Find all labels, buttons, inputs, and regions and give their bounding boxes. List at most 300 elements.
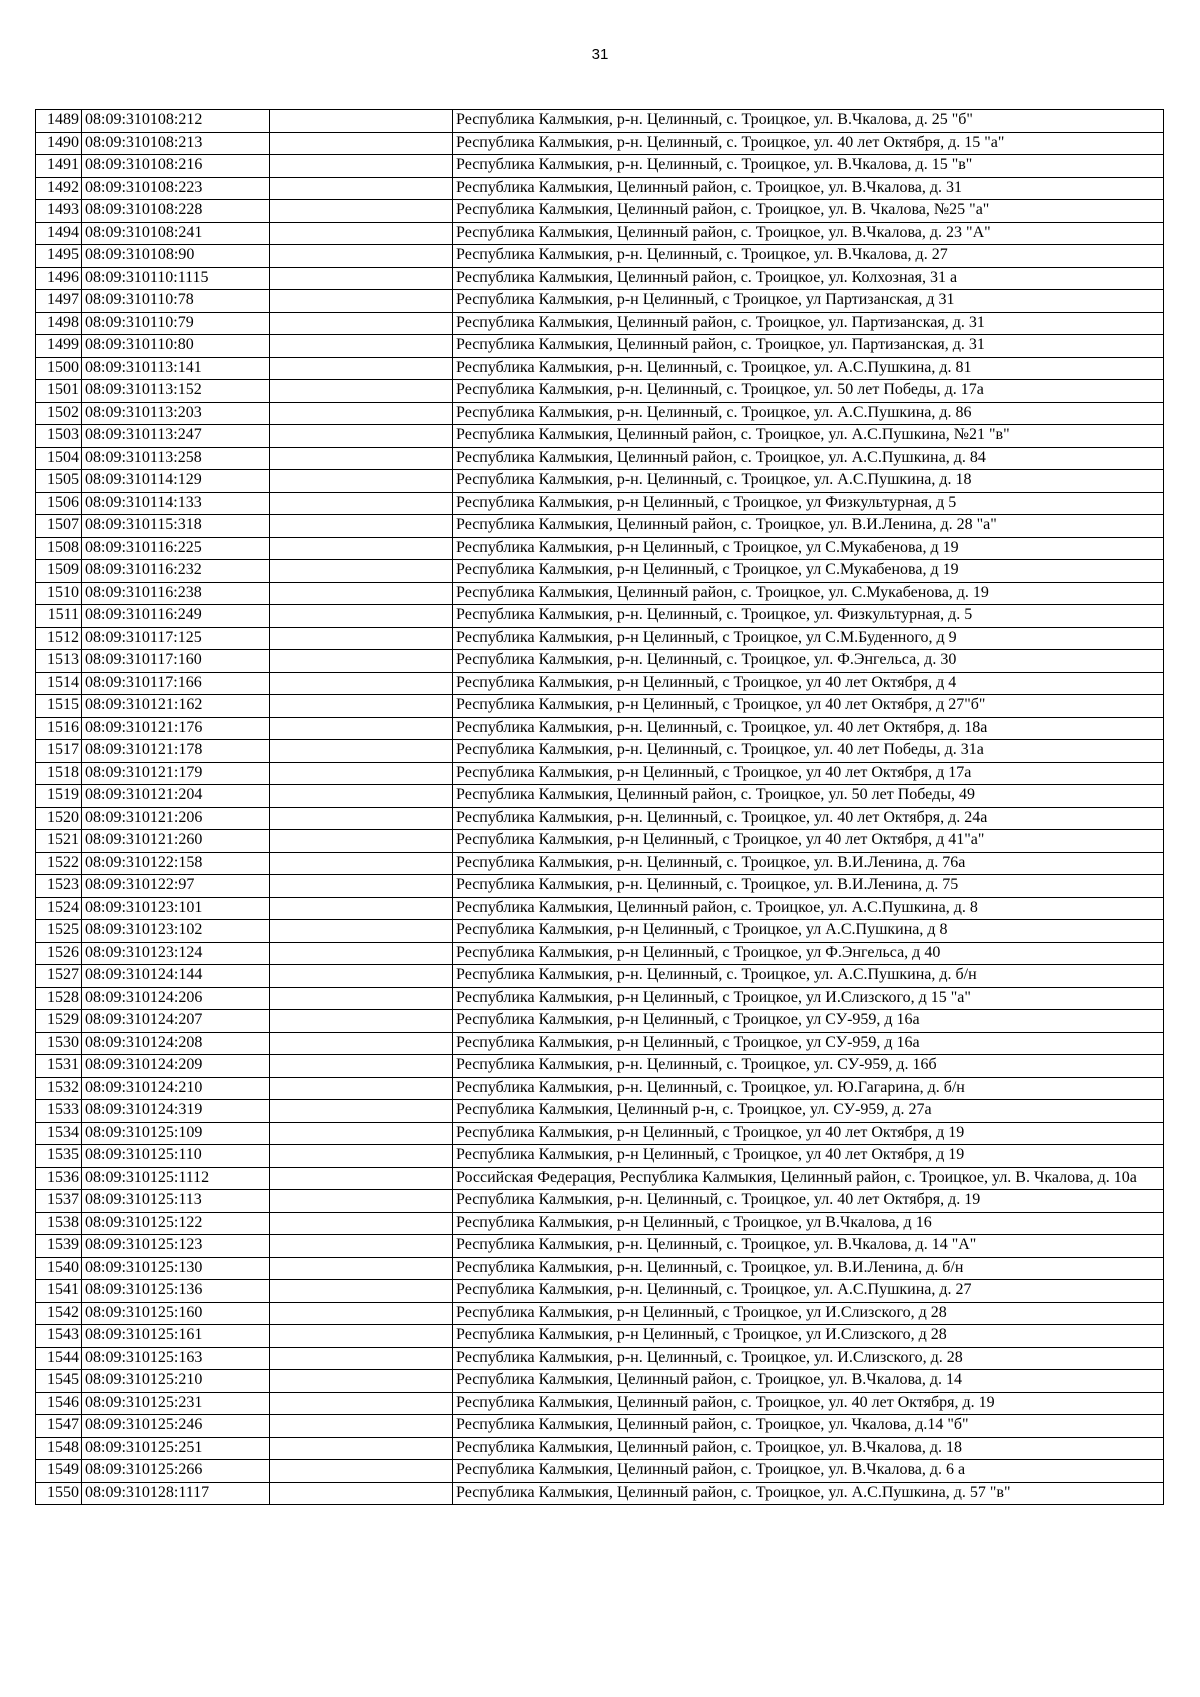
row-number-cell: 1520	[36, 807, 82, 830]
cadastral-number-cell: 08:09:310110:78	[82, 290, 270, 313]
registry-table-body	[36, 110, 1164, 1505]
empty-cell	[270, 1302, 453, 1325]
empty-cell	[270, 852, 453, 875]
table-row	[36, 177, 1164, 200]
row-number-cell: 1516	[36, 717, 82, 740]
table-row	[36, 1460, 1164, 1483]
empty-cell	[270, 1280, 453, 1303]
address-cell: Республика Калмыкия, Целинный район, с. Троицкое, ул. Чкалова, д.14 "б"	[453, 1415, 1164, 1438]
row-number-cell: 1526	[36, 942, 82, 965]
address-cell: Республика Калмыкия, Целинный район, с. Троицкое, ул. В.Чкалова, д. 18	[453, 1437, 1164, 1460]
empty-cell	[270, 1460, 453, 1483]
page-number: 31	[591, 46, 609, 63]
table-row	[36, 1010, 1164, 1033]
row-number-cell: 1518	[36, 762, 82, 785]
cadastral-number-cell: 08:09:310125:123	[82, 1235, 270, 1258]
address-cell: Республика Калмыкия, Целинный район, с. Троицкое, ул. В.Чкалова, д. 23 "А"	[453, 222, 1164, 245]
empty-cell	[270, 1325, 453, 1348]
address-cell: Республика Калмыкия, р-н Целинный, с Троицкое, ул 40 лет Октября, д 41"а"	[453, 830, 1164, 853]
cadastral-number-cell: 08:09:310115:318	[82, 515, 270, 538]
cadastral-number-cell: 08:09:310121:260	[82, 830, 270, 853]
row-number-cell: 1525	[36, 920, 82, 943]
address-cell: Республика Калмыкия, р-н. Целинный, с. Троицкое, ул. В.И.Ленина, д. 75	[453, 875, 1164, 898]
address-cell: Республика Калмыкия, р-н. Целинный, с. Троицкое, ул. В.И.Ленина, д. 76а	[453, 852, 1164, 875]
address-cell: Республика Калмыкия, Целинный р-н, с. Троицкое, ул. СУ-959, д. 27а	[453, 1100, 1164, 1123]
cadastral-number-cell: 08:09:310108:90	[82, 245, 270, 268]
address-cell: Республика Калмыкия, р-н. Целинный, с. Троицкое, ул. СУ-959, д. 16б	[453, 1055, 1164, 1078]
row-number-cell: 1508	[36, 537, 82, 560]
table-row	[36, 1280, 1164, 1303]
address-cell: Республика Калмыкия, р-н Целинный, с Троицкое, ул И.Слизского, д 15 "а"	[453, 987, 1164, 1010]
address-cell: Республика Калмыкия, р-н. Целинный, с. Троицкое, ул. А.С.Пушкина, д. 18	[453, 470, 1164, 493]
table-row	[36, 335, 1164, 358]
table-row	[36, 875, 1164, 898]
row-number-cell: 1527	[36, 965, 82, 988]
cadastral-number-cell: 08:09:310121:206	[82, 807, 270, 830]
address-cell: Республика Калмыкия, Целинный район, с. Троицкое, ул. А.С.Пушкина, №21 "в"	[453, 425, 1164, 448]
empty-cell	[270, 132, 453, 155]
empty-cell	[270, 875, 453, 898]
address-cell: Республика Калмыкия, р-н Целинный, с Троицкое, ул И.Слизского, д 28	[453, 1302, 1164, 1325]
empty-cell	[270, 402, 453, 425]
cadastral-number-cell: 08:09:310117:125	[82, 627, 270, 650]
address-cell: Республика Калмыкия, Целинный район, с. Троицкое, ул. С.Мукабенова, д. 19	[453, 582, 1164, 605]
row-number-cell: 1539	[36, 1235, 82, 1258]
address-cell: Республика Калмыкия, р-н. Целинный, с. Троицкое, ул. Ю.Гагарина, д. б/н	[453, 1077, 1164, 1100]
empty-cell	[270, 1145, 453, 1168]
empty-cell	[270, 1370, 453, 1393]
empty-cell	[270, 785, 453, 808]
cadastral-number-cell: 08:09:310116:225	[82, 537, 270, 560]
empty-cell	[270, 1010, 453, 1033]
address-cell: Республика Калмыкия, р-н. Целинный, с. Троицкое, ул. Ф.Энгельса, д. 30	[453, 650, 1164, 673]
empty-cell	[270, 920, 453, 943]
address-cell: Республика Калмыкия, р-н Целинный, с Троицкое, ул И.Слизского, д 28	[453, 1325, 1164, 1348]
row-number-cell: 1499	[36, 335, 82, 358]
table-row	[36, 447, 1164, 470]
row-number-cell: 1511	[36, 605, 82, 628]
cadastral-number-cell: 08:09:310121:179	[82, 762, 270, 785]
table-row	[36, 650, 1164, 673]
address-cell: Республика Калмыкия, Целинный район, с. Троицкое, ул. А.С.Пушкина, д. 8	[453, 897, 1164, 920]
cadastral-number-cell: 08:09:310108:223	[82, 177, 270, 200]
cadastral-number-cell: 08:09:310124:208	[82, 1032, 270, 1055]
cadastral-number-cell: 08:09:310113:258	[82, 447, 270, 470]
table-row	[36, 1167, 1164, 1190]
row-number-cell: 1497	[36, 290, 82, 313]
address-cell: Республика Калмыкия, р-н. Целинный, с. Троицкое, ул. В.Чкалова, д. 15 "в"	[453, 155, 1164, 178]
address-cell: Республика Калмыкия, Целинный район, с. Троицкое, ул. Партизанская, д. 31	[453, 312, 1164, 335]
row-number-cell: 1509	[36, 560, 82, 583]
cadastral-number-cell: 08:09:310124:210	[82, 1077, 270, 1100]
empty-cell	[270, 1482, 453, 1505]
row-number-cell: 1498	[36, 312, 82, 335]
address-cell: Республика Калмыкия, Целинный район, с. Троицкое, ул. 50 лет Победы, 49	[453, 785, 1164, 808]
table-row	[36, 200, 1164, 223]
address-cell: Республика Калмыкия, р-н Целинный, с Троицкое, ул 40 лет Октября, д 19	[453, 1122, 1164, 1145]
row-number-cell: 1532	[36, 1077, 82, 1100]
empty-cell	[270, 1347, 453, 1370]
cadastral-number-cell: 08:09:310121:176	[82, 717, 270, 740]
empty-cell	[270, 380, 453, 403]
row-number-cell: 1492	[36, 177, 82, 200]
table-row	[36, 942, 1164, 965]
address-cell: Республика Калмыкия, р-н. Целинный, с. Троицкое, ул. В.Чкалова, д. 27	[453, 245, 1164, 268]
row-number-cell: 1506	[36, 492, 82, 515]
row-number-cell: 1549	[36, 1460, 82, 1483]
empty-cell	[270, 762, 453, 785]
cadastral-number-cell: 08:09:310110:80	[82, 335, 270, 358]
cadastral-number-cell: 08:09:310113:247	[82, 425, 270, 448]
table-row	[36, 560, 1164, 583]
table-row	[36, 920, 1164, 943]
empty-cell	[270, 1190, 453, 1213]
row-number-cell: 1531	[36, 1055, 82, 1078]
empty-cell	[270, 200, 453, 223]
address-cell: Республика Калмыкия, р-н. Целинный, с. Троицкое, ул. 50 лет Победы, д. 17а	[453, 380, 1164, 403]
table-row	[36, 380, 1164, 403]
empty-cell	[270, 492, 453, 515]
cadastral-number-cell: 08:09:310113:141	[82, 357, 270, 380]
row-number-cell: 1546	[36, 1392, 82, 1415]
row-number-cell: 1533	[36, 1100, 82, 1123]
row-number-cell: 1502	[36, 402, 82, 425]
row-number-cell: 1534	[36, 1122, 82, 1145]
row-number-cell: 1505	[36, 470, 82, 493]
cadastral-number-cell: 08:09:310108:241	[82, 222, 270, 245]
empty-cell	[270, 1437, 453, 1460]
row-number-cell: 1519	[36, 785, 82, 808]
cadastral-number-cell: 08:09:310125:231	[82, 1392, 270, 1415]
address-cell: Республика Калмыкия, Целинный район, с. Троицкое, ул. А.С.Пушкина, д. 84	[453, 447, 1164, 470]
empty-cell	[270, 672, 453, 695]
cadastral-number-cell: 08:09:310121:178	[82, 740, 270, 763]
row-number-cell: 1489	[36, 110, 82, 133]
cadastral-number-cell: 08:09:310124:206	[82, 987, 270, 1010]
cadastral-number-cell: 08:09:310122:158	[82, 852, 270, 875]
table-row	[36, 605, 1164, 628]
address-cell: Республика Калмыкия, р-н. Целинный, с. Троицкое, ул. И.Слизского, д. 28	[453, 1347, 1164, 1370]
row-number-cell: 1536	[36, 1167, 82, 1190]
row-number-cell: 1523	[36, 875, 82, 898]
empty-cell	[270, 447, 453, 470]
cadastral-number-cell: 08:09:310125:122	[82, 1212, 270, 1235]
table-row	[36, 132, 1164, 155]
address-cell: Республика Калмыкия, р-н. Целинный, с. Троицкое, ул. Физкультурная, д. 5	[453, 605, 1164, 628]
table-row	[36, 987, 1164, 1010]
row-number-cell: 1545	[36, 1370, 82, 1393]
address-cell: Республика Калмыкия, Целинный район, с. Троицкое, ул. Колхозная, 31 а	[453, 267, 1164, 290]
address-cell: Республика Калмыкия, р-н Целинный, с Троицкое, ул Физкультурная, д 5	[453, 492, 1164, 515]
empty-cell	[270, 807, 453, 830]
address-cell: Республика Калмыкия, Целинный район, с. Троицкое, ул. В. Чкалова, №25 "а"	[453, 200, 1164, 223]
cadastral-number-cell: 08:09:310121:162	[82, 695, 270, 718]
table-row	[36, 155, 1164, 178]
address-cell: Республика Калмыкия, Целинный район, с. Троицкое, ул. 40 лет Октября, д. 19	[453, 1392, 1164, 1415]
empty-cell	[270, 1055, 453, 1078]
empty-cell	[270, 312, 453, 335]
table-row	[36, 1190, 1164, 1213]
empty-cell	[270, 1077, 453, 1100]
cadastral-number-cell: 08:09:310124:209	[82, 1055, 270, 1078]
table-row	[36, 1437, 1164, 1460]
empty-cell	[270, 717, 453, 740]
address-cell: Республика Калмыкия, Целинный район, с. Троицкое, ул. В.Чкалова, д. 14	[453, 1370, 1164, 1393]
empty-cell	[270, 1032, 453, 1055]
address-cell: Республика Калмыкия, Целинный район, с. Троицкое, ул. В.Чкалова, д. 6 а	[453, 1460, 1164, 1483]
address-cell: Российская Федерация, Республика Калмыкия, Целинный район, с. Троицкое, ул. В. Чкалова, д. 10а	[453, 1167, 1164, 1190]
row-number-cell: 1507	[36, 515, 82, 538]
address-cell: Республика Калмыкия, р-н Целинный, с Троицкое, ул 40 лет Октября, д 17а	[453, 762, 1164, 785]
row-number-cell: 1500	[36, 357, 82, 380]
empty-cell	[270, 1212, 453, 1235]
empty-cell	[270, 267, 453, 290]
cadastral-number-cell: 08:09:310125:163	[82, 1347, 270, 1370]
address-cell: Республика Калмыкия, р-н Целинный, с Троицкое, ул СУ-959, д 16а	[453, 1010, 1164, 1033]
table-row	[36, 897, 1164, 920]
cadastral-number-cell: 08:09:310110:1115	[82, 267, 270, 290]
cadastral-number-cell: 08:09:310124:207	[82, 1010, 270, 1033]
cadastral-number-cell: 08:09:310108:212	[82, 110, 270, 133]
cadastral-number-cell: 08:09:310125:136	[82, 1280, 270, 1303]
address-cell: Республика Калмыкия, р-н Целинный, с Троицкое, ул 40 лет Октября, д 4	[453, 672, 1164, 695]
empty-cell	[270, 987, 453, 1010]
address-cell: Республика Калмыкия, р-н. Целинный, с. Троицкое, ул. В.И.Ленина, д. б/н	[453, 1257, 1164, 1280]
cadastral-number-cell: 08:09:310108:216	[82, 155, 270, 178]
empty-cell	[270, 357, 453, 380]
cadastral-number-cell: 08:09:310114:133	[82, 492, 270, 515]
empty-cell	[270, 560, 453, 583]
row-number-cell: 1537	[36, 1190, 82, 1213]
empty-cell	[270, 290, 453, 313]
address-cell: Республика Калмыкия, р-н. Целинный, с. Троицкое, ул. А.С.Пушкина, д. 86	[453, 402, 1164, 425]
cadastral-number-cell: 08:09:310125:160	[82, 1302, 270, 1325]
empty-cell	[270, 335, 453, 358]
table-row	[36, 1370, 1164, 1393]
empty-cell	[270, 582, 453, 605]
cadastral-number-cell: 08:09:310124:144	[82, 965, 270, 988]
row-number-cell: 1494	[36, 222, 82, 245]
address-cell: Республика Калмыкия, р-н Целинный, с Троицкое, ул Ф.Энгельса, д 40	[453, 942, 1164, 965]
empty-cell	[270, 155, 453, 178]
row-number-cell: 1512	[36, 627, 82, 650]
empty-cell	[270, 695, 453, 718]
empty-cell	[270, 470, 453, 493]
row-number-cell: 1535	[36, 1145, 82, 1168]
table-row	[36, 695, 1164, 718]
cadastral-number-cell: 08:09:310116:232	[82, 560, 270, 583]
row-number-cell: 1548	[36, 1437, 82, 1460]
cadastral-number-cell: 08:09:310123:101	[82, 897, 270, 920]
cadastral-number-cell: 08:09:310125:110	[82, 1145, 270, 1168]
table-row	[36, 1212, 1164, 1235]
address-cell: Республика Калмыкия, р-н. Целинный, с. Троицкое, ул. А.С.Пушкина, д. 81	[453, 357, 1164, 380]
table-row	[36, 830, 1164, 853]
table-row	[36, 1077, 1164, 1100]
table-row	[36, 402, 1164, 425]
table-row	[36, 1122, 1164, 1145]
table-row	[36, 515, 1164, 538]
address-cell: Республика Калмыкия, р-н. Целинный, с. Троицкое, ул. А.С.Пушкина, д. б/н	[453, 965, 1164, 988]
table-row	[36, 1235, 1164, 1258]
empty-cell	[270, 1100, 453, 1123]
empty-cell	[270, 605, 453, 628]
address-cell: Республика Калмыкия, р-н. Целинный, с. Троицкое, ул. 40 лет Октября, д. 15 "а"	[453, 132, 1164, 155]
table-row	[36, 1415, 1164, 1438]
cadastral-number-cell: 08:09:310125:251	[82, 1437, 270, 1460]
row-number-cell: 1496	[36, 267, 82, 290]
cadastral-number-cell: 08:09:310116:249	[82, 605, 270, 628]
cadastral-number-cell: 08:09:310113:152	[82, 380, 270, 403]
cadastral-number-cell: 08:09:310117:166	[82, 672, 270, 695]
table-row	[36, 1055, 1164, 1078]
row-number-cell: 1550	[36, 1482, 82, 1505]
row-number-cell: 1540	[36, 1257, 82, 1280]
row-number-cell: 1510	[36, 582, 82, 605]
address-cell: Республика Калмыкия, р-н. Целинный, с. Троицкое, ул. 40 лет Октября, д. 18а	[453, 717, 1164, 740]
empty-cell	[270, 1122, 453, 1145]
address-cell: Республика Калмыкия, р-н Целинный, с Троицкое, ул 40 лет Октября, д 27"б"	[453, 695, 1164, 718]
cadastral-number-cell: 08:09:310117:160	[82, 650, 270, 673]
row-number-cell: 1538	[36, 1212, 82, 1235]
empty-cell	[270, 1257, 453, 1280]
table-row	[36, 492, 1164, 515]
table-row	[36, 965, 1164, 988]
row-number-cell: 1529	[36, 1010, 82, 1033]
table-row	[36, 470, 1164, 493]
row-number-cell: 1530	[36, 1032, 82, 1055]
row-number-cell: 1544	[36, 1347, 82, 1370]
table-row	[36, 1482, 1164, 1505]
address-cell: Республика Калмыкия, Целинный район, с. Троицкое, ул. А.С.Пушкина, д. 57 "в"	[453, 1482, 1164, 1505]
cadastral-number-cell: 08:09:310122:97	[82, 875, 270, 898]
table-row	[36, 672, 1164, 695]
empty-cell	[270, 245, 453, 268]
empty-cell	[270, 515, 453, 538]
table-row	[36, 110, 1164, 133]
empty-cell	[270, 1392, 453, 1415]
table-row	[36, 267, 1164, 290]
table-row	[36, 1145, 1164, 1168]
address-cell: Республика Калмыкия, р-н Целинный, с Троицкое, ул С.М.Буденного, д 9	[453, 627, 1164, 650]
cadastral-number-cell: 08:09:310125:109	[82, 1122, 270, 1145]
address-cell: Республика Калмыкия, р-н. Целинный, с. Троицкое, ул. 40 лет Октября, д. 19	[453, 1190, 1164, 1213]
row-number-cell: 1542	[36, 1302, 82, 1325]
table-row	[36, 1347, 1164, 1370]
row-number-cell: 1541	[36, 1280, 82, 1303]
row-number-cell: 1522	[36, 852, 82, 875]
empty-cell	[270, 110, 453, 133]
empty-cell	[270, 1235, 453, 1258]
row-number-cell: 1517	[36, 740, 82, 763]
row-number-cell: 1504	[36, 447, 82, 470]
row-number-cell: 1503	[36, 425, 82, 448]
table-row	[36, 807, 1164, 830]
address-cell: Республика Калмыкия, р-н Целинный, с Троицкое, ул СУ-959, д 16а	[453, 1032, 1164, 1055]
table-row	[36, 1302, 1164, 1325]
address-cell: Республика Калмыкия, р-н. Целинный, с. Троицкое, ул. В.Чкалова, д. 14 "А"	[453, 1235, 1164, 1258]
row-number-cell: 1547	[36, 1415, 82, 1438]
cadastral-number-cell: 08:09:310123:102	[82, 920, 270, 943]
empty-cell	[270, 1415, 453, 1438]
table-row	[36, 717, 1164, 740]
row-number-cell: 1495	[36, 245, 82, 268]
table-row	[36, 1257, 1164, 1280]
registry-table	[35, 109, 1164, 1505]
empty-cell	[270, 177, 453, 200]
cadastral-number-cell: 08:09:310125:161	[82, 1325, 270, 1348]
row-number-cell: 1513	[36, 650, 82, 673]
empty-cell	[270, 965, 453, 988]
address-cell: Республика Калмыкия, р-н. Целинный, с. Троицкое, ул. 40 лет Октября, д. 24а	[453, 807, 1164, 830]
empty-cell	[270, 537, 453, 560]
table-row	[36, 245, 1164, 268]
address-cell: Республика Калмыкия, р-н Целинный, с Троицкое, ул А.С.Пушкина, д 8	[453, 920, 1164, 943]
address-cell: Республика Калмыкия, Целинный район, с. Троицкое, ул. Партизанская, д. 31	[453, 335, 1164, 358]
row-number-cell: 1543	[36, 1325, 82, 1348]
cadastral-number-cell: 08:09:310128:1117	[82, 1482, 270, 1505]
cadastral-number-cell: 08:09:310108:228	[82, 200, 270, 223]
row-number-cell: 1514	[36, 672, 82, 695]
table-row	[36, 785, 1164, 808]
cadastral-number-cell: 08:09:310121:204	[82, 785, 270, 808]
address-cell: Республика Калмыкия, р-н Целинный, с Троицкое, ул 40 лет Октября, д 19	[453, 1145, 1164, 1168]
empty-cell	[270, 830, 453, 853]
cadastral-number-cell: 08:09:310125:266	[82, 1460, 270, 1483]
cadastral-number-cell: 08:09:310125:130	[82, 1257, 270, 1280]
row-number-cell: 1521	[36, 830, 82, 853]
empty-cell	[270, 627, 453, 650]
address-cell: Республика Калмыкия, р-н. Целинный, с. Троицкое, ул. 40 лет Победы, д. 31а	[453, 740, 1164, 763]
address-cell: Республика Калмыкия, р-н. Целинный, с. Троицкое, ул. В.Чкалова, д. 25 "б"	[453, 110, 1164, 133]
row-number-cell: 1490	[36, 132, 82, 155]
table-row	[36, 290, 1164, 313]
empty-cell	[270, 650, 453, 673]
cadastral-number-cell: 08:09:310114:129	[82, 470, 270, 493]
cadastral-number-cell: 08:09:310124:319	[82, 1100, 270, 1123]
table-row	[36, 582, 1164, 605]
empty-cell	[270, 942, 453, 965]
table-row	[36, 762, 1164, 785]
address-cell: Республика Калмыкия, р-н Целинный, с Троицкое, ул С.Мукабенова, д 19	[453, 537, 1164, 560]
table-row	[36, 852, 1164, 875]
cadastral-number-cell: 08:09:310125:113	[82, 1190, 270, 1213]
empty-cell	[270, 740, 453, 763]
table-row	[36, 537, 1164, 560]
address-cell: Республика Калмыкия, Целинный район, с. Троицкое, ул. В.И.Ленина, д. 28 "а"	[453, 515, 1164, 538]
cadastral-number-cell: 08:09:310125:210	[82, 1370, 270, 1393]
row-number-cell: 1524	[36, 897, 82, 920]
address-cell: Республика Калмыкия, р-н Целинный, с Троицкое, ул Партизанская, д 31	[453, 290, 1164, 313]
address-cell: Республика Калмыкия, р-н Целинный, с Троицкое, ул С.Мукабенова, д 19	[453, 560, 1164, 583]
table-row	[36, 425, 1164, 448]
empty-cell	[270, 425, 453, 448]
table-row	[36, 357, 1164, 380]
row-number-cell: 1491	[36, 155, 82, 178]
table-row	[36, 1325, 1164, 1348]
table-row	[36, 627, 1164, 650]
row-number-cell: 1528	[36, 987, 82, 1010]
row-number-cell: 1501	[36, 380, 82, 403]
table-row	[36, 740, 1164, 763]
cadastral-number-cell: 08:09:310108:213	[82, 132, 270, 155]
address-cell: Республика Калмыкия, р-н Целинный, с Троицкое, ул В.Чкалова, д 16	[453, 1212, 1164, 1235]
row-number-cell: 1493	[36, 200, 82, 223]
cadastral-number-cell: 08:09:310113:203	[82, 402, 270, 425]
empty-cell	[270, 897, 453, 920]
empty-cell	[270, 1167, 453, 1190]
address-cell: Республика Калмыкия, р-н. Целинный, с. Троицкое, ул. А.С.Пушкина, д. 27	[453, 1280, 1164, 1303]
